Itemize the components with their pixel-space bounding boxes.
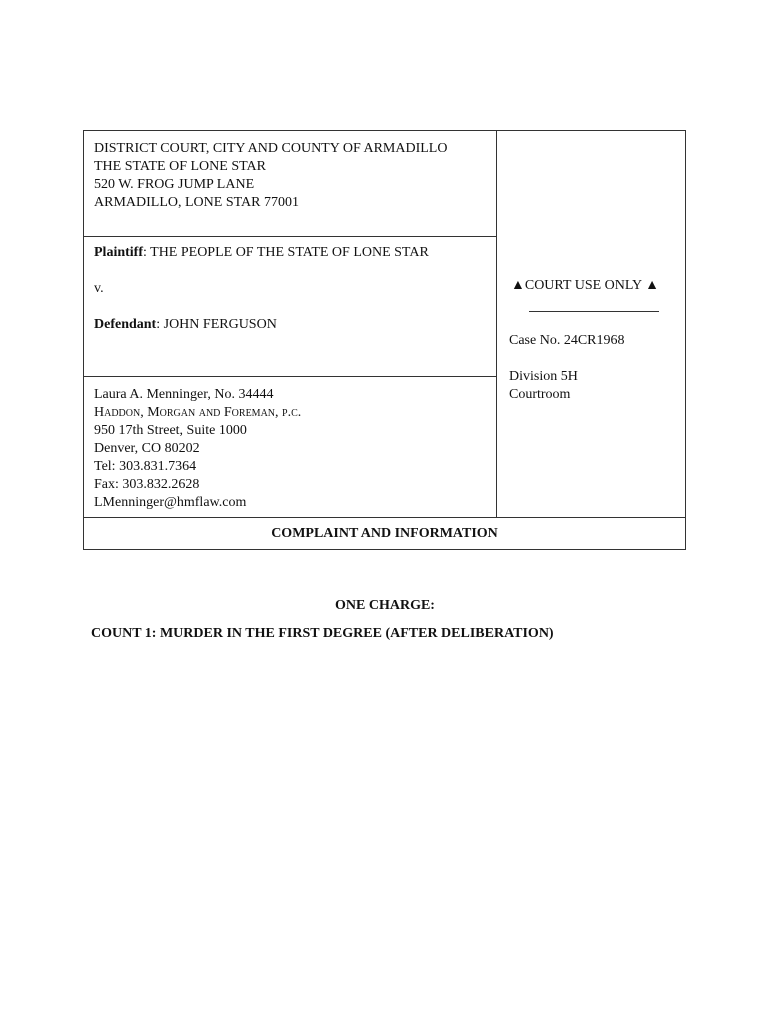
count-1-heading: COUNT 1: MURDER IN THE FIRST DEGREE (AFTER DELIBERATION) [91,626,554,641]
attorney-street: 950 17th Street, Suite 1000 [94,423,247,438]
attorney-city: Denver, CO 80202 [94,441,200,456]
attorney-email: LMenninger@hmflaw.com [94,495,247,510]
court-use-only-label: ▲COURT USE ONLY ▲ [511,278,659,293]
court-name-block [94,140,447,212]
case-caption-table [83,130,686,550]
case-number: Case No. 24CR1968 [509,333,625,348]
court-state-line: THE STATE OF LONE STAR [94,159,266,174]
law-firm-name: Haddon, Morgan and Foreman, p.c. [94,405,302,420]
plaintiff-line [94,244,429,262]
division-block [509,368,578,404]
defendant-label: Defendant [94,317,157,332]
court-street-line: 520 W. FROG JUMP LANE [94,177,255,192]
attorney-name: Laura A. Menninger, No. 34444 [94,387,274,402]
courtroom-label: Courtroom [509,387,571,402]
document-title: COMPLAINT AND INFORMATION [84,517,685,549]
versus-line: v. [94,281,104,296]
plaintiff-label: Plaintiff [94,245,143,260]
court-city-line: ARMADILLO, LONE STAR 77001 [94,195,299,210]
attorney-block [94,386,301,512]
parties-block [94,244,429,334]
caption-left-column [84,131,497,517]
charge-heading: ONE CHARGE: [335,598,435,613]
division-label: Division 5H [509,369,578,384]
court-use-column [497,131,685,517]
plaintiff-value: : THE PEOPLE OF THE STATE OF LONE STAR [143,245,429,260]
attorney-fax: Fax: 303.832.2628 [94,477,200,492]
defendant-value: : JOHN FERGUSON [156,317,277,332]
court-use-rule [529,311,659,312]
court-parties-divider [84,236,497,237]
court-name-line: DISTRICT COURT, CITY AND COUNTY OF ARMADILLO [94,141,448,156]
parties-attorney-divider [84,376,497,377]
attorney-phone: Tel: 303.831.7364 [94,459,197,474]
defendant-line [94,316,429,334]
